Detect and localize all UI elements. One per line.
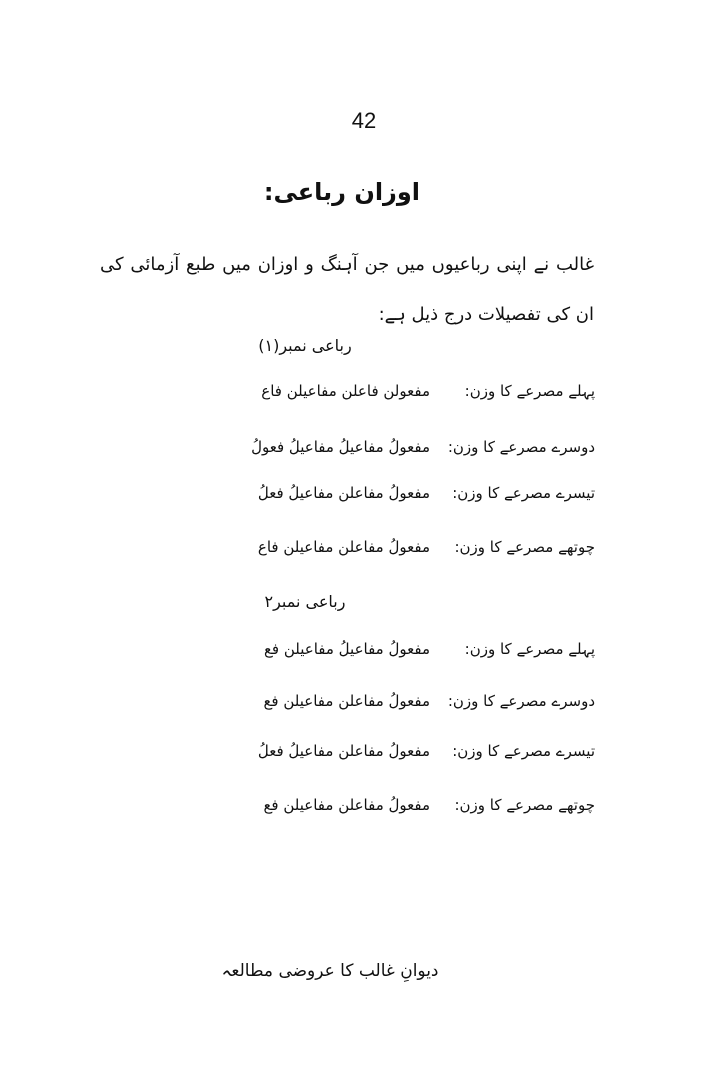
meter-value: مفعولُ مفاعلن مفاعیلن فاع bbox=[257, 538, 430, 556]
page-footer: دیوانِ غالب کا عروضی مطالعہ bbox=[221, 961, 439, 981]
meter-label: دوسرے مصرعے کا وزن: bbox=[447, 438, 595, 456]
rubai-2-line-3 bbox=[190, 742, 595, 776]
rubai-1-line-3 bbox=[190, 484, 595, 518]
rubai-2-line-2 bbox=[190, 692, 595, 726]
meter-label: دوسرے مصرعے کا وزن: bbox=[447, 692, 595, 710]
section-heading: اوزان رباعی: bbox=[263, 178, 420, 206]
rubai-1-line-1 bbox=[190, 382, 595, 416]
meter-value: مفعولُ مفاعیلُ مفاعیلن فع bbox=[263, 640, 430, 658]
meter-value: مفعولُ مفاعیلُ مفاعیلُ فعولُ bbox=[251, 438, 430, 456]
meter-label: چوتھے مصرعے کا وزن: bbox=[454, 538, 595, 556]
meter-value: مفعولُ مفاعلن مفاعیلن فع bbox=[263, 692, 430, 710]
meter-label: تیسرے مصرعے کا وزن: bbox=[452, 484, 595, 502]
meter-label: پہلے مصرعے کا وزن: bbox=[464, 382, 595, 400]
rubai-2-title: رباعی نمبر۲ bbox=[264, 592, 346, 611]
rubai-2-line-4 bbox=[190, 796, 595, 830]
meter-value: مفعولُ مفاعلن مفاعیلُ فعلُ bbox=[257, 742, 430, 760]
meter-label: تیسرے مصرعے کا وزن: bbox=[452, 742, 595, 760]
intro-paragraph: غالب نے اپنی رباعیوں میں جن آہنگ و اوزان میں طبع آزمائی کی ان کی تفصیلات درج ذیل ہے: bbox=[100, 254, 594, 325]
meter-value: مفعولن فاعلن مفاعیلن فاع bbox=[261, 382, 430, 400]
meter-label: پہلے مصرعے کا وزن: bbox=[464, 640, 595, 658]
page-number: 42 bbox=[351, 108, 377, 133]
rubai-1-line-4 bbox=[190, 538, 595, 572]
rubai-1-title: رباعی نمبر(۱) bbox=[258, 336, 352, 355]
rubai-2-line-1 bbox=[190, 640, 595, 674]
meter-label: چوتھے مصرعے کا وزن: bbox=[454, 796, 595, 814]
meter-value: مفعولُ مفاعلن مفاعیلُ فعلُ bbox=[257, 484, 430, 502]
rubai-1-line-2 bbox=[190, 438, 595, 472]
meter-value: مفعولُ مفاعلن مفاعیلن فع bbox=[263, 796, 430, 814]
